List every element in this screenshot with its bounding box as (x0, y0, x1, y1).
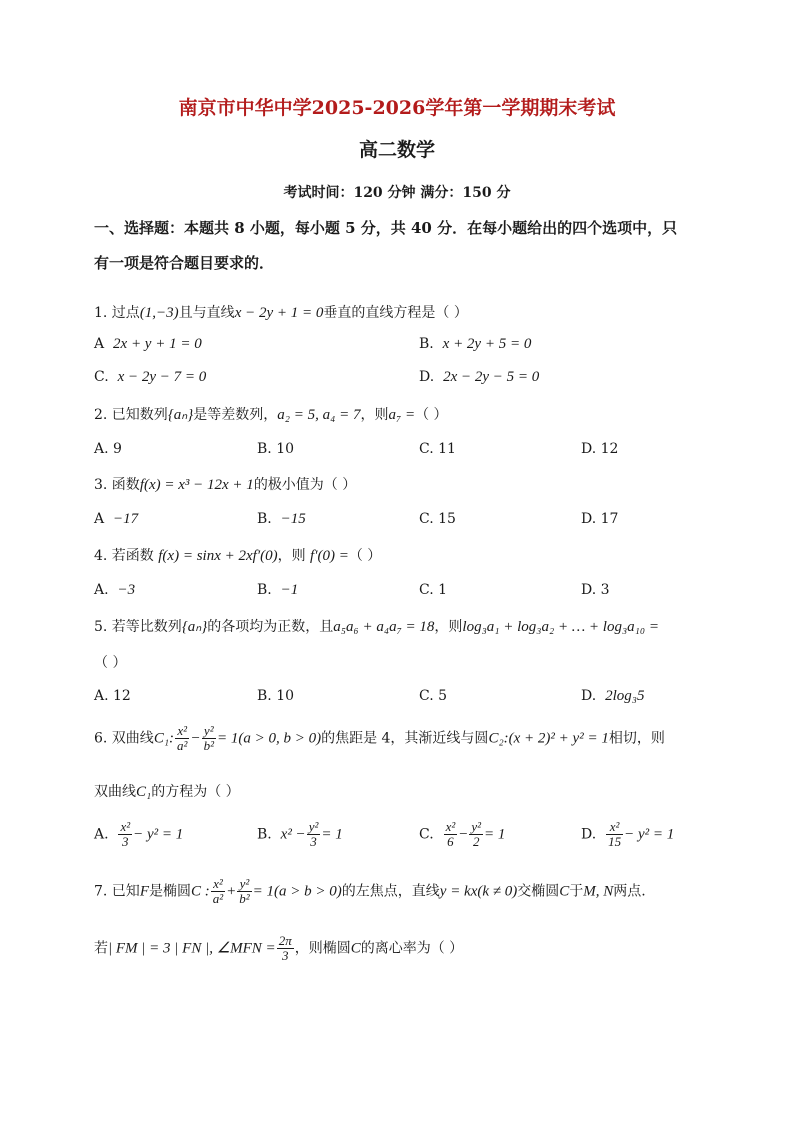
q6-option-a: A. $\frac{\text{x²}}{3}$ − y² = 1 (94, 819, 184, 849)
q2-option-b: B. 10 (257, 441, 295, 457)
q6-option-d: D. $\frac{\text{x²}}{15}$ − y² = 1 (581, 819, 675, 849)
q4-option-c: C. 1 (419, 582, 448, 598)
q1-option-b: B. x + 2y + 5 = 0 (419, 336, 532, 352)
q4-option-b: B. −1 (257, 582, 299, 598)
q5-option-c: C. 5 (419, 688, 448, 704)
q3-option-d: D. 17 (581, 511, 619, 527)
q5-option-d: D. 2log₃5 (581, 688, 645, 704)
section-heading-cont: 有一项是符合题目要求的． (94, 254, 275, 272)
q6-option-c: C. $\frac{\text{x²}}{6}$ − $\frac{\text{y²}}{2}$ = 1 (419, 819, 506, 849)
q6-frac-y: $\frac{\text{y²}}{\text{b²}}$ (203, 723, 214, 753)
q5-option-b: B. 10 (257, 688, 295, 704)
question-7-cont: 若| FM | = 3 | FN |, ∠MFN = $\frac{2\pi}{3}$ ，则椭圆C的离心率为（ ） (94, 933, 464, 963)
exam-info: 考试时间：120 分钟 满分：150 分 (283, 185, 511, 201)
q2-option-d: D. 12 (581, 441, 619, 457)
q7-angle-frac: $\frac{2\pi}{3}$ (278, 933, 292, 963)
q1-point: (1,−3) (139, 305, 179, 321)
q1-option-a: A 2x + y + 1 = 0 (94, 336, 202, 352)
question-7: 7. 已知F是椭圆C : $\frac{\text{x²}}{\text{a²}}$ + $\frac{\text{y²}}{\text{b²}}$ = 1(a > b > 0)的左焦点，直线y = kx(k ≠ 0)交椭圆C于M, N两点. (94, 876, 646, 906)
q2-option-a: A. 9 (94, 441, 122, 457)
exam-subject: 高二数学 (358, 139, 435, 161)
q6-option-b: B. x² − $\frac{\text{y²}}{3}$ = 1 (257, 819, 343, 849)
question-1: 1. 过点(1,−3)且与直线x − 2y + 1 = 0垂直的直线方程是（ ） (94, 305, 468, 321)
exam-title: 南京市中华中学2025-2026学年第一学期期末考试 (178, 97, 616, 119)
question-4: 4. 若函数 f(x) = sinx + 2xf′(0)，则 f′(0) =（ ） (94, 548, 382, 564)
q5-option-a: A. 12 (94, 688, 131, 704)
question-5-cont: （ ） (94, 655, 127, 671)
section-heading: 一、选择题：本题共 8 小题，每小题 5 分，共 40 分．在每小题给出的四个选项中，只 (94, 219, 678, 237)
q1-option-c: C. x − 2y − 7 = 0 (94, 369, 207, 385)
q4-option-a: A. −3 (94, 582, 136, 598)
question-6-cont: 双曲线C₁的方程为（ ） (94, 784, 240, 800)
q2-option-c: C. 11 (419, 441, 456, 457)
question-5: 5. 若等比数列{aₙ}的各项均为正数，且a₅a₆ + a₄a₇ = 18，则log₃a₁ + log₃a₂ + … + log₃a₁₀ = (94, 619, 659, 635)
q7-frac-y: $\frac{\text{y²}}{\text{b²}}$ (239, 876, 250, 906)
q1-option-d: D. 2x − 2y − 5 = 0 (419, 369, 540, 385)
question-2: 2. 已知数列{aₙ}是等差数列，a₂ = 5, a₄ = 7，则a₇ =（ ） (94, 407, 448, 423)
question-3: 3. 函数f(x) = x³ − 12x + 1的极小值为（ ） (94, 477, 357, 493)
q4-option-d: D. 3 (581, 582, 610, 598)
question-6: 6. 双曲线C₁: $\frac{\text{x²}}{\text{a²}}$ − $\frac{\text{y²}}{\text{b²}}$ = 1(a > 0, b > 0)的焦距是 4，其渐近线与圆C₂:(x + 2)² + y² = 1相切，则 (94, 723, 665, 753)
q7-frac-x: $\frac{\text{x²}}{\text{a²}}$ (212, 876, 224, 906)
q3-option-b: B. −15 (257, 511, 306, 527)
q1-line: x − 2y + 1 = 0 (234, 305, 324, 321)
q3-option-c: C. 15 (419, 511, 456, 527)
q6-frac-x: $\frac{\text{x²}}{\text{a²}}$ (177, 723, 188, 753)
q3-option-a: A −17 (94, 511, 139, 527)
